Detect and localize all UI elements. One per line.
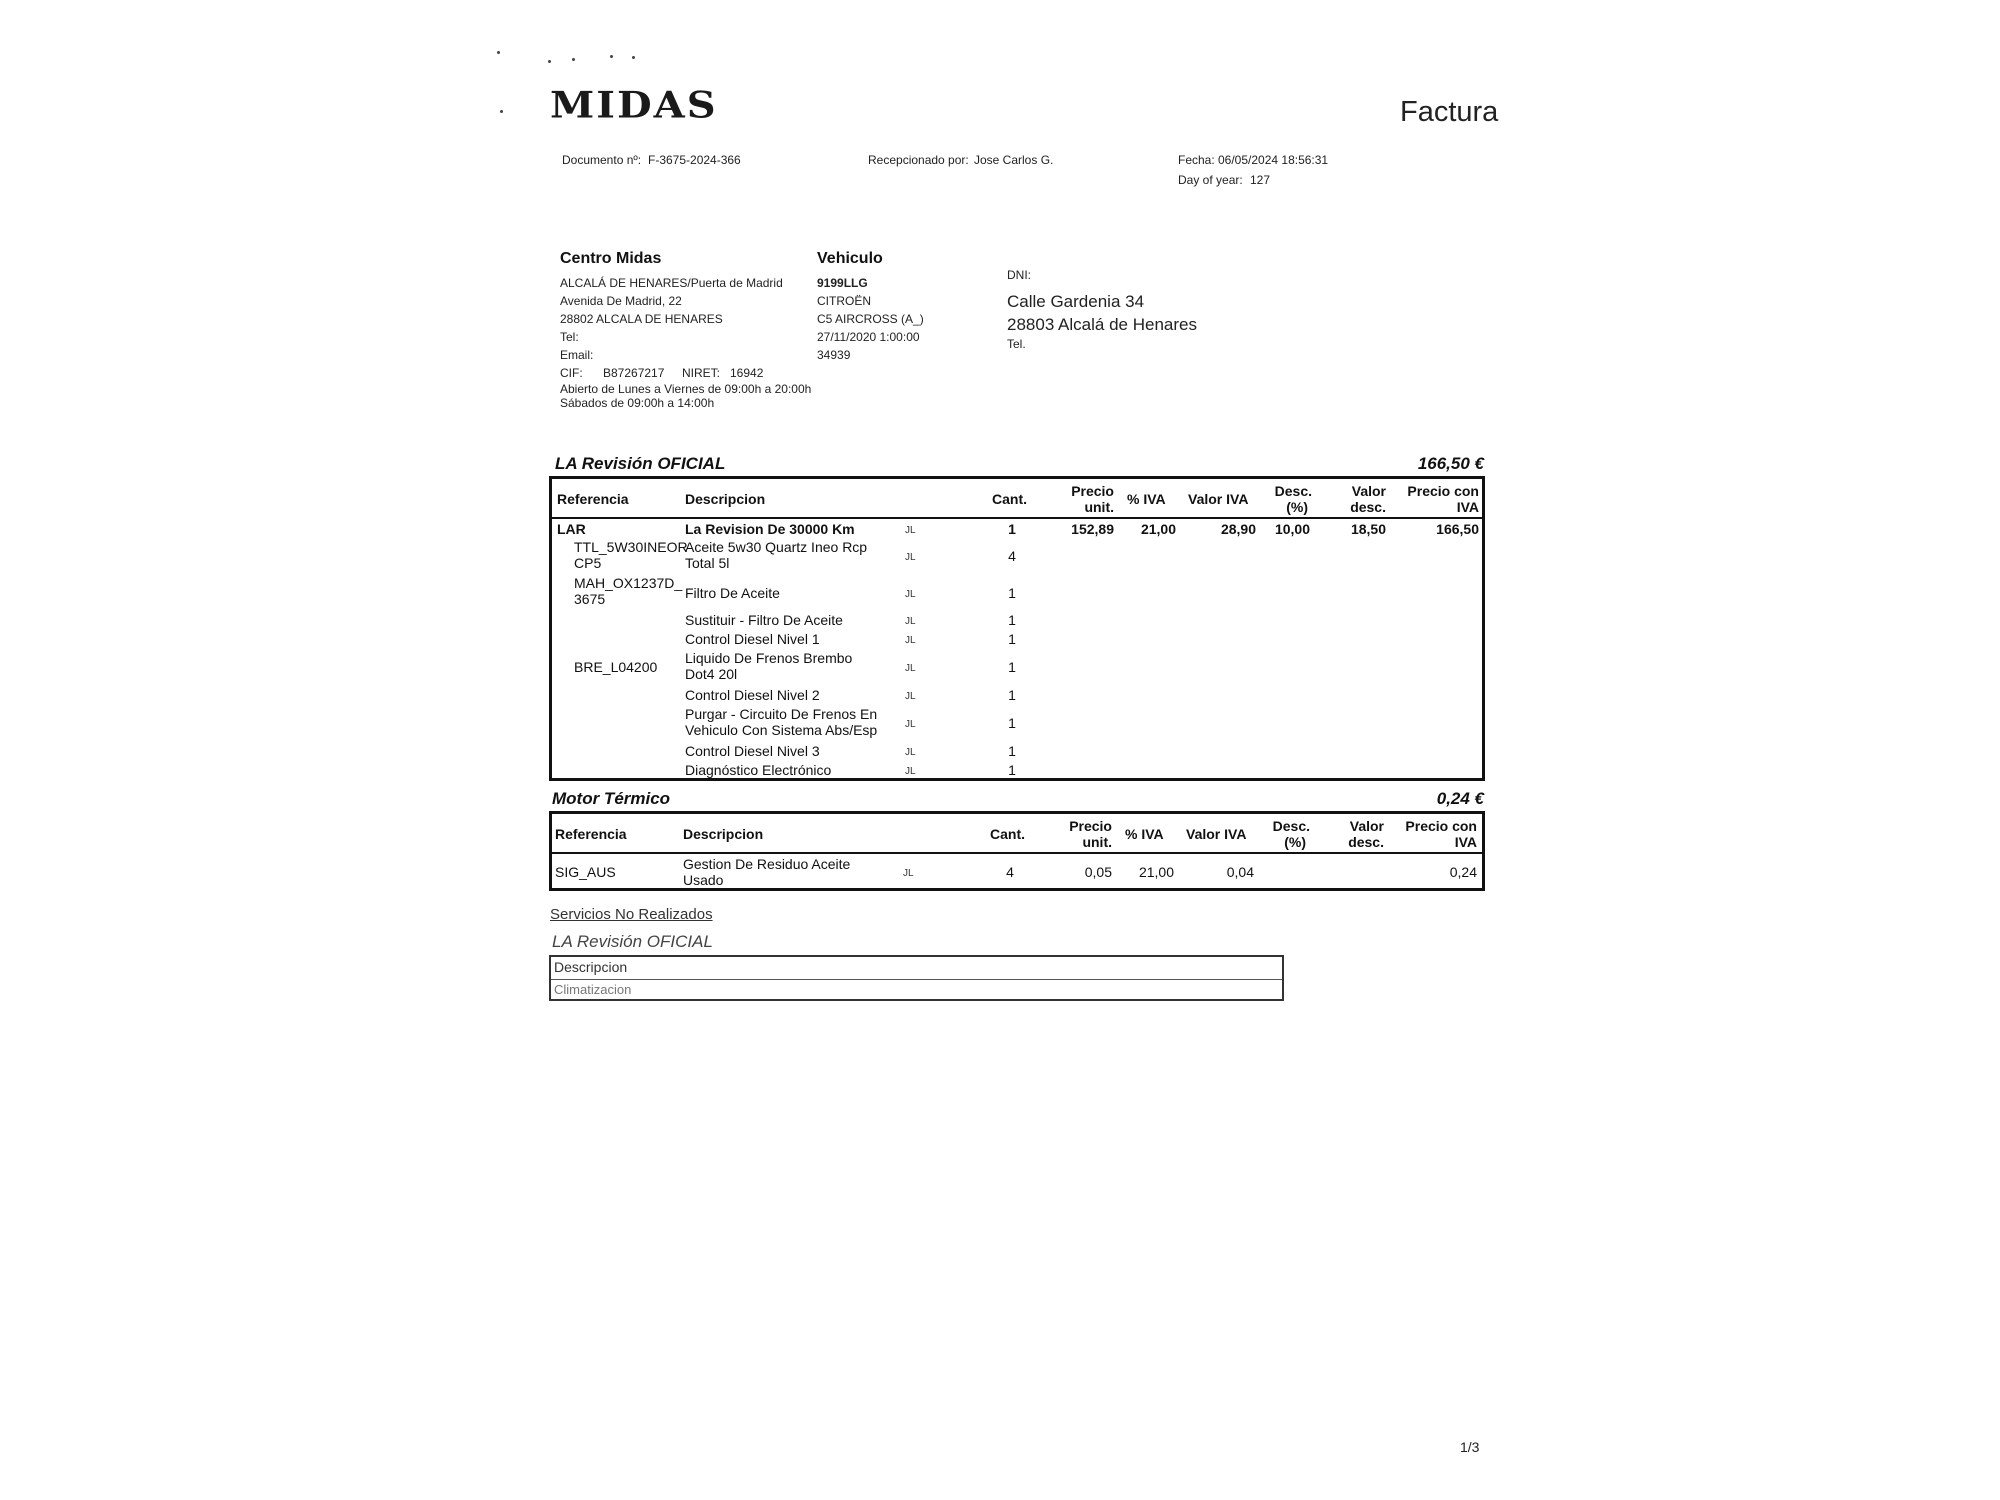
centro-line3: 28802 ALCALA DE HENARES bbox=[560, 312, 723, 326]
col-referencia: Referencia bbox=[555, 826, 627, 842]
item-cant: 1 bbox=[1008, 659, 1016, 675]
col-precio-iva-1: Precio con bbox=[1405, 818, 1477, 834]
item-op: JL bbox=[905, 589, 916, 600]
centro-cif-value: B87267217 bbox=[603, 366, 665, 380]
recepcionado-label: Recepcionado por: bbox=[868, 153, 969, 167]
document-type-title: Factura bbox=[1400, 96, 1499, 128]
scan-speck bbox=[632, 56, 635, 59]
cliente-address1: Calle Gardenia 34 bbox=[1007, 292, 1145, 311]
section1-title: LA Revisión OFICIAL bbox=[555, 454, 726, 473]
vehiculo-title: Vehiculo bbox=[817, 250, 883, 267]
col-desc-2: (%) bbox=[1284, 834, 1306, 850]
centro-hours1: Abierto de Lunes a Viernes de 09:00h a 20:00h bbox=[560, 382, 812, 396]
col-desc-1: Desc. bbox=[1274, 483, 1312, 499]
item-op: JL bbox=[905, 552, 916, 563]
cliente-tel-label: Tel. bbox=[1007, 337, 1026, 351]
col-valor-iva: Valor IVA bbox=[1186, 826, 1247, 842]
vehiculo-date: 27/11/2020 1:00:00 bbox=[817, 330, 920, 344]
main-valor-desc: 18,50 bbox=[1350, 521, 1386, 537]
row-op: JL bbox=[903, 868, 914, 879]
col-precio-unit-2: unit. bbox=[1084, 499, 1114, 515]
centro-title: Centro Midas bbox=[560, 250, 662, 267]
no-realizados-item: Climatizacion bbox=[554, 982, 632, 997]
col-desc-2: (%) bbox=[1286, 499, 1308, 515]
scan-speck bbox=[497, 51, 500, 54]
vehiculo-brand: CITROËN bbox=[817, 294, 871, 308]
item-ref-line1: TTL_5W30INEOR bbox=[574, 539, 688, 555]
item-desc-line1: Purgar - Circuito De Frenos En bbox=[685, 706, 878, 722]
item-cant: 1 bbox=[1008, 612, 1016, 628]
scan-speck bbox=[500, 110, 503, 113]
no-realizados-subtitle: LA Revisión OFICIAL bbox=[552, 932, 713, 951]
section1-total: 166,50 € bbox=[1417, 454, 1484, 473]
item-desc-line1: Filtro De Aceite bbox=[685, 585, 780, 601]
no-realizados-header: Descripcion bbox=[551, 957, 1282, 980]
main-precio: 152,89 bbox=[1071, 521, 1114, 537]
section2-table bbox=[549, 811, 1485, 891]
section2-total: 0,24 € bbox=[1436, 789, 1484, 808]
col-precio-iva-2: IVA bbox=[1456, 499, 1479, 515]
col-pct-iva: % IVA bbox=[1127, 491, 1166, 507]
item-ref-line1: MAH_OX1237D_ bbox=[574, 575, 683, 591]
col-valor-desc-1: Valor bbox=[1351, 483, 1386, 499]
row-pct-iva: 21,00 bbox=[1138, 864, 1174, 880]
main-desc: La Revision De 30000 Km bbox=[685, 521, 855, 537]
item-cant: 1 bbox=[1008, 631, 1016, 647]
col-precio-iva-1: Precio con bbox=[1407, 483, 1479, 499]
row-desc-line2: Usado bbox=[683, 872, 724, 888]
cliente-dni-label: DNI: bbox=[1007, 268, 1031, 282]
scan-speck bbox=[572, 58, 575, 61]
col-valor-iva: Valor IVA bbox=[1188, 491, 1249, 507]
item-desc-line2: Total 5l bbox=[685, 555, 730, 571]
col-referencia: Referencia bbox=[557, 491, 629, 507]
col-precio-iva-2: IVA bbox=[1454, 834, 1477, 850]
item-desc-line1: Control Diesel Nivel 3 bbox=[685, 743, 820, 759]
scan-speck bbox=[548, 60, 551, 63]
item-op: JL bbox=[905, 663, 916, 674]
row-desc-line1: Gestion De Residuo Aceite bbox=[683, 856, 851, 872]
row-valor-iva: 0,04 bbox=[1226, 864, 1254, 880]
main-op: JL bbox=[905, 525, 916, 536]
item-desc-line1: Control Diesel Nivel 1 bbox=[685, 631, 820, 647]
item-cant: 1 bbox=[1008, 687, 1016, 703]
item-ref-line2: 3675 bbox=[574, 591, 606, 607]
row-cant: 4 bbox=[1006, 864, 1014, 880]
main-valor-iva: 28,90 bbox=[1220, 521, 1256, 537]
centro-cif-label: CIF: bbox=[560, 366, 583, 380]
centro-tel-label: Tel: bbox=[560, 330, 579, 344]
item-op: JL bbox=[905, 691, 916, 702]
item-desc-line2: Vehiculo Con Sistema Abs/Esp bbox=[685, 722, 878, 738]
item-cant: 1 bbox=[1008, 715, 1016, 731]
vehiculo-km: 34939 bbox=[817, 348, 851, 362]
scan-speck bbox=[610, 55, 613, 58]
item-desc-line2: Dot4 20l bbox=[685, 666, 738, 682]
col-valor-desc-2: desc. bbox=[1348, 834, 1384, 850]
centro-niret-value: 16942 bbox=[730, 366, 764, 380]
item-ref-line2: CP5 bbox=[574, 555, 602, 571]
main-pct-iva: 21,00 bbox=[1140, 521, 1176, 537]
centro-line2: Avenida De Madrid, 22 bbox=[560, 294, 682, 308]
no-realizados-table bbox=[549, 955, 1284, 1001]
centro-email-label: Email: bbox=[560, 348, 594, 362]
col-desc-1: Desc. bbox=[1272, 818, 1310, 834]
item-op: JL bbox=[905, 747, 916, 758]
documento-value: F-3675-2024-366 bbox=[648, 153, 741, 167]
col-precio-unit-1: Precio bbox=[1069, 818, 1112, 834]
centro-niret-label: NIRET: bbox=[682, 366, 721, 380]
section1-table bbox=[549, 476, 1485, 781]
centro-line1: ALCALÁ DE HENARES/Puerta de Madrid bbox=[560, 276, 783, 290]
table-header-divider bbox=[552, 852, 1482, 854]
item-desc-line1: Aceite 5w30 Quartz Ineo Rcp bbox=[685, 539, 868, 555]
col-pct-iva: % IVA bbox=[1125, 826, 1164, 842]
main-desc-pct: 10,00 bbox=[1274, 521, 1310, 537]
item-op: JL bbox=[905, 766, 916, 777]
item-op: JL bbox=[905, 635, 916, 646]
vehiculo-model: C5 AIRCROSS (A_) bbox=[817, 312, 924, 326]
col-valor-desc-2: desc. bbox=[1350, 499, 1386, 515]
col-descripcion: Descripcion bbox=[683, 826, 764, 842]
section2-title: Motor Térmico bbox=[552, 789, 671, 808]
documento-label: Documento nº: bbox=[562, 153, 642, 167]
item-desc-line1: Liquido De Frenos Brembo bbox=[685, 650, 853, 666]
item-desc-line1: Sustituir - Filtro De Aceite bbox=[685, 612, 843, 628]
item-cant: 1 bbox=[1008, 585, 1016, 601]
item-cant: 1 bbox=[1008, 743, 1016, 759]
servicios-no-realizados-title: Servicios No Realizados bbox=[550, 906, 713, 923]
item-desc-line1: Control Diesel Nivel 2 bbox=[685, 687, 820, 703]
row-precio: 0,05 bbox=[1084, 864, 1112, 880]
item-cant: 1 bbox=[1008, 762, 1016, 778]
page-number: 1/3 bbox=[1460, 1439, 1480, 1455]
table-header-divider bbox=[552, 517, 1482, 519]
main-cant: 1 bbox=[1008, 521, 1016, 537]
cliente-address2: 28803 Alcalá de Henares bbox=[1007, 315, 1197, 334]
item-op: JL bbox=[905, 616, 916, 627]
row-precio-iva: 0,24 bbox=[1449, 864, 1477, 880]
col-precio-unit-2: unit. bbox=[1082, 834, 1112, 850]
fecha-value: 06/05/2024 18:56:31 bbox=[1218, 153, 1329, 167]
vehiculo-plate: 9199LLG bbox=[817, 276, 868, 290]
centro-hours2: Sábados de 09:00h a 14:00h bbox=[560, 396, 715, 410]
col-valor-desc-1: Valor bbox=[1349, 818, 1384, 834]
fecha-label: Fecha: bbox=[1178, 153, 1215, 167]
main-precio-iva: 166,50 bbox=[1436, 521, 1479, 537]
day-of-year-label: Day of year: bbox=[1178, 173, 1243, 187]
col-cant: Cant. bbox=[990, 826, 1025, 842]
item-op: JL bbox=[905, 719, 916, 730]
main-ref: LAR bbox=[557, 521, 586, 537]
row-ref: SIG_AUS bbox=[555, 864, 616, 880]
recepcionado-value: Jose Carlos G. bbox=[974, 153, 1054, 167]
col-cant: Cant. bbox=[992, 491, 1027, 507]
item-ref-line1: BRE_L04200 bbox=[574, 659, 658, 675]
col-precio-unit-1: Precio bbox=[1071, 483, 1114, 499]
col-descripcion: Descripcion bbox=[685, 491, 766, 507]
midas-logo: MIDAS bbox=[550, 84, 718, 127]
item-desc-line1: Diagnóstico Electrónico bbox=[685, 762, 832, 778]
day-of-year-value: 127 bbox=[1250, 173, 1271, 187]
item-cant: 4 bbox=[1008, 548, 1016, 564]
